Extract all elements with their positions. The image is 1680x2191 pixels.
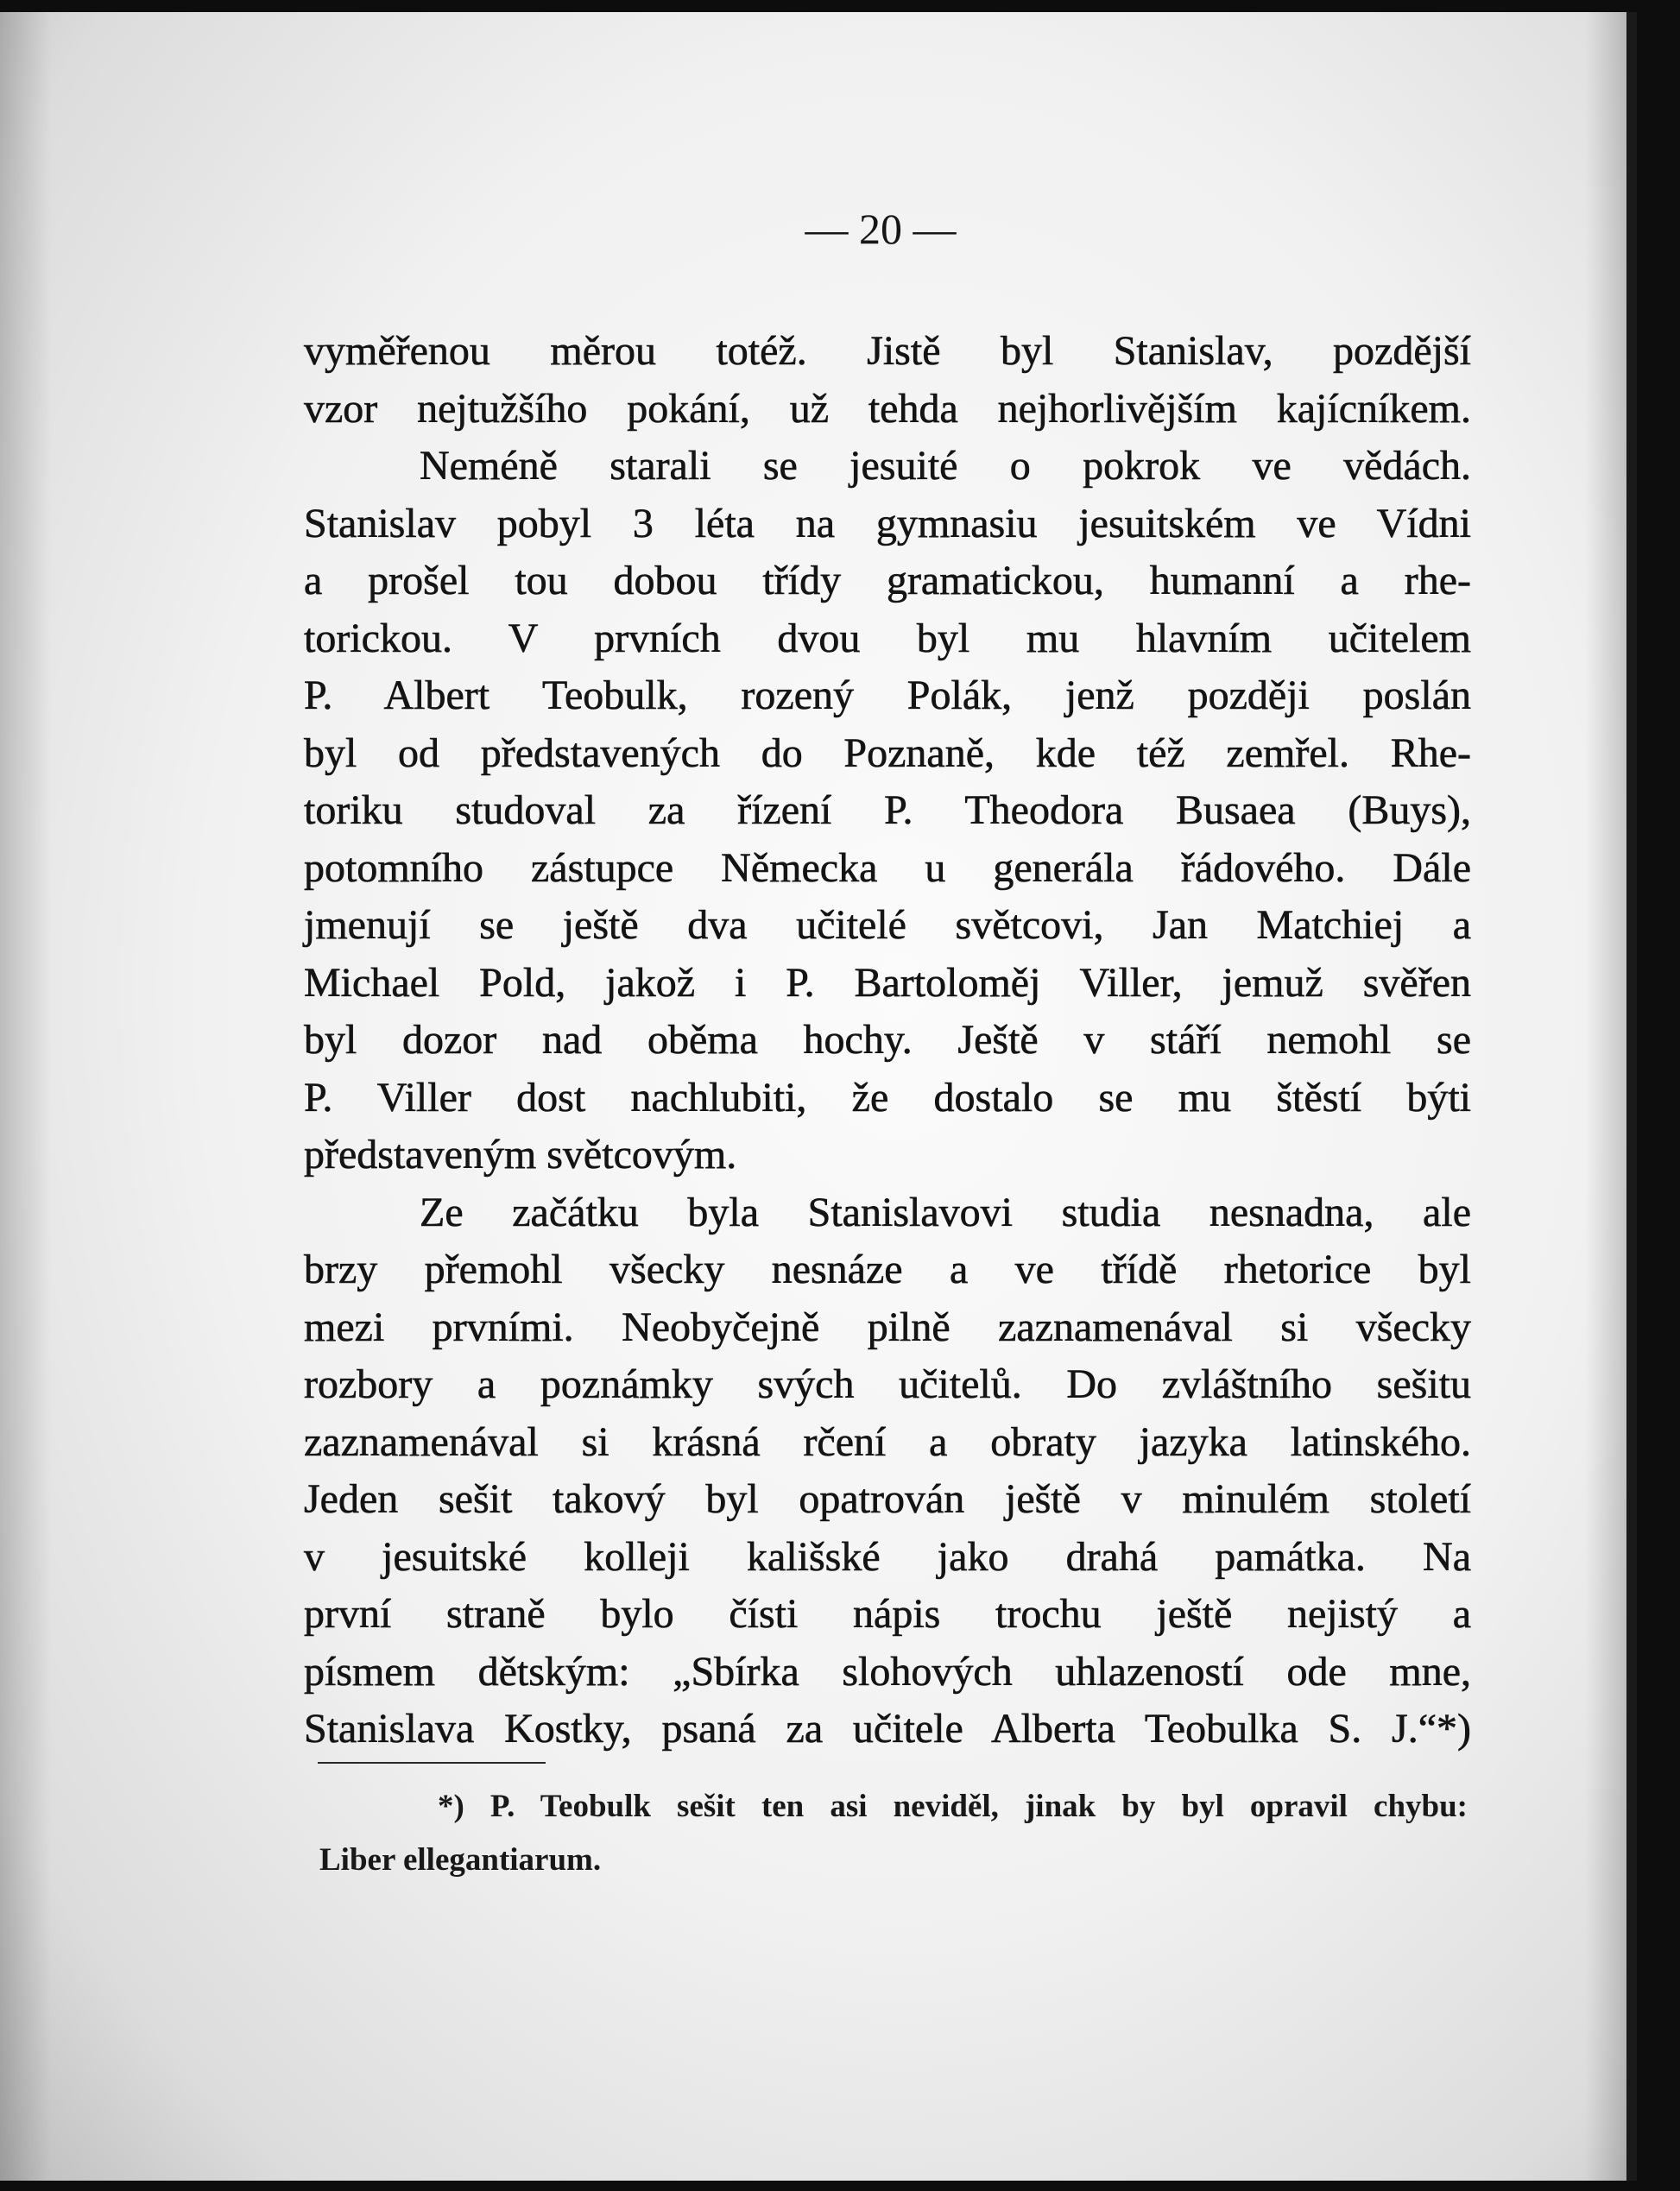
- footnote: [319, 1780, 1468, 1887]
- text-line: Stanislav pobyl 3 léta na gymnasiu jesuitském ve Vídni: [304, 500, 1471, 546]
- page-number: — 20 —: [805, 205, 957, 253]
- body-text: [304, 323, 1471, 1758]
- text-line: P. Viller dost nachlubiti, že dostalo se mu štěstí býti: [304, 1074, 1471, 1121]
- text-line: toriku studoval za řízení P. Theodora Busaea (Buys),: [304, 787, 1471, 833]
- text-line: Ze začátku byla Stanislavovi studia nesnadna, ale: [420, 1189, 1471, 1235]
- text-line: první straně bylo čísti nápis trochu ještě nejistý a: [304, 1591, 1471, 1637]
- footnote-line: Liber ellegantiarum.: [319, 1842, 602, 1878]
- text-line: písmem dětským: „Sbírka slohových uhlazeností ode mne,: [304, 1648, 1471, 1695]
- text-line: Stanislava Kostky, psaná za učitele Alberta Teobulka S. J.“*): [304, 1706, 1471, 1752]
- text-line: potomního zástupce Německa u generála řádového. Dále: [304, 844, 1471, 891]
- text-line: mezi prvními. Neobyčejně pilně zaznamenával si všecky: [304, 1304, 1471, 1350]
- text-line: Michael Pold, jakož i P. Bartoloměj Viller, jemuž svěřen: [304, 959, 1471, 1006]
- text-line: P. Albert Teobulk, rozený Polák, jenž později poslán: [304, 672, 1471, 718]
- page-edge-shadow-left: [0, 12, 52, 2181]
- text-line: vyměřenou měrou totéž. Jistě byl Stanislav, pozdější: [304, 328, 1471, 374]
- text-line: brzy přemohl všecky nesnáze a ve třídě rhetorice byl: [304, 1247, 1471, 1292]
- text-line: představeným světcovým.: [304, 1132, 737, 1178]
- text-line: jmenují se ještě dva učitelé světcovi, Jan Matchiej a: [304, 902, 1471, 948]
- text-line: byl dozor nad oběma hochy. Ještě v stáří nemohl se: [304, 1017, 1471, 1063]
- text-line: vzor nejtužšího pokání, už tehda nejhorlivějším kajícníkem.: [304, 385, 1471, 432]
- footnote-line: *) P. Teobulk sešit ten asi neviděl, jinak by byl opravil chybu:: [438, 1789, 1468, 1824]
- text-line: Jeden sešit takový byl opatrován ještě v minulém století: [304, 1476, 1471, 1522]
- text-line: byl od představených do Poznaně, kde též zemřel. Rhe-: [304, 729, 1471, 776]
- book-page: [0, 12, 1637, 2181]
- text-line: v jesuitské kolleji kališské jako drahá památka. Na: [304, 1533, 1471, 1580]
- footnote-divider: [318, 1762, 546, 1764]
- binding-edge: [1626, 12, 1637, 2181]
- text-line: rozbory a poznámky svých učitelů. Do zvláštního sešitu: [304, 1361, 1471, 1407]
- text-line: torickou. V prvních dvou byl mu hlavním učitelem: [304, 615, 1471, 661]
- text-line: zaznamenával si krásná rčení a obraty jazyka latinského.: [304, 1418, 1471, 1465]
- text-line: a prošel tou dobou třídy gramatickou, humanní a rhe-: [304, 558, 1471, 603]
- text-line: Neméně starali se jesuité o pokrok ve vědách.: [420, 443, 1471, 489]
